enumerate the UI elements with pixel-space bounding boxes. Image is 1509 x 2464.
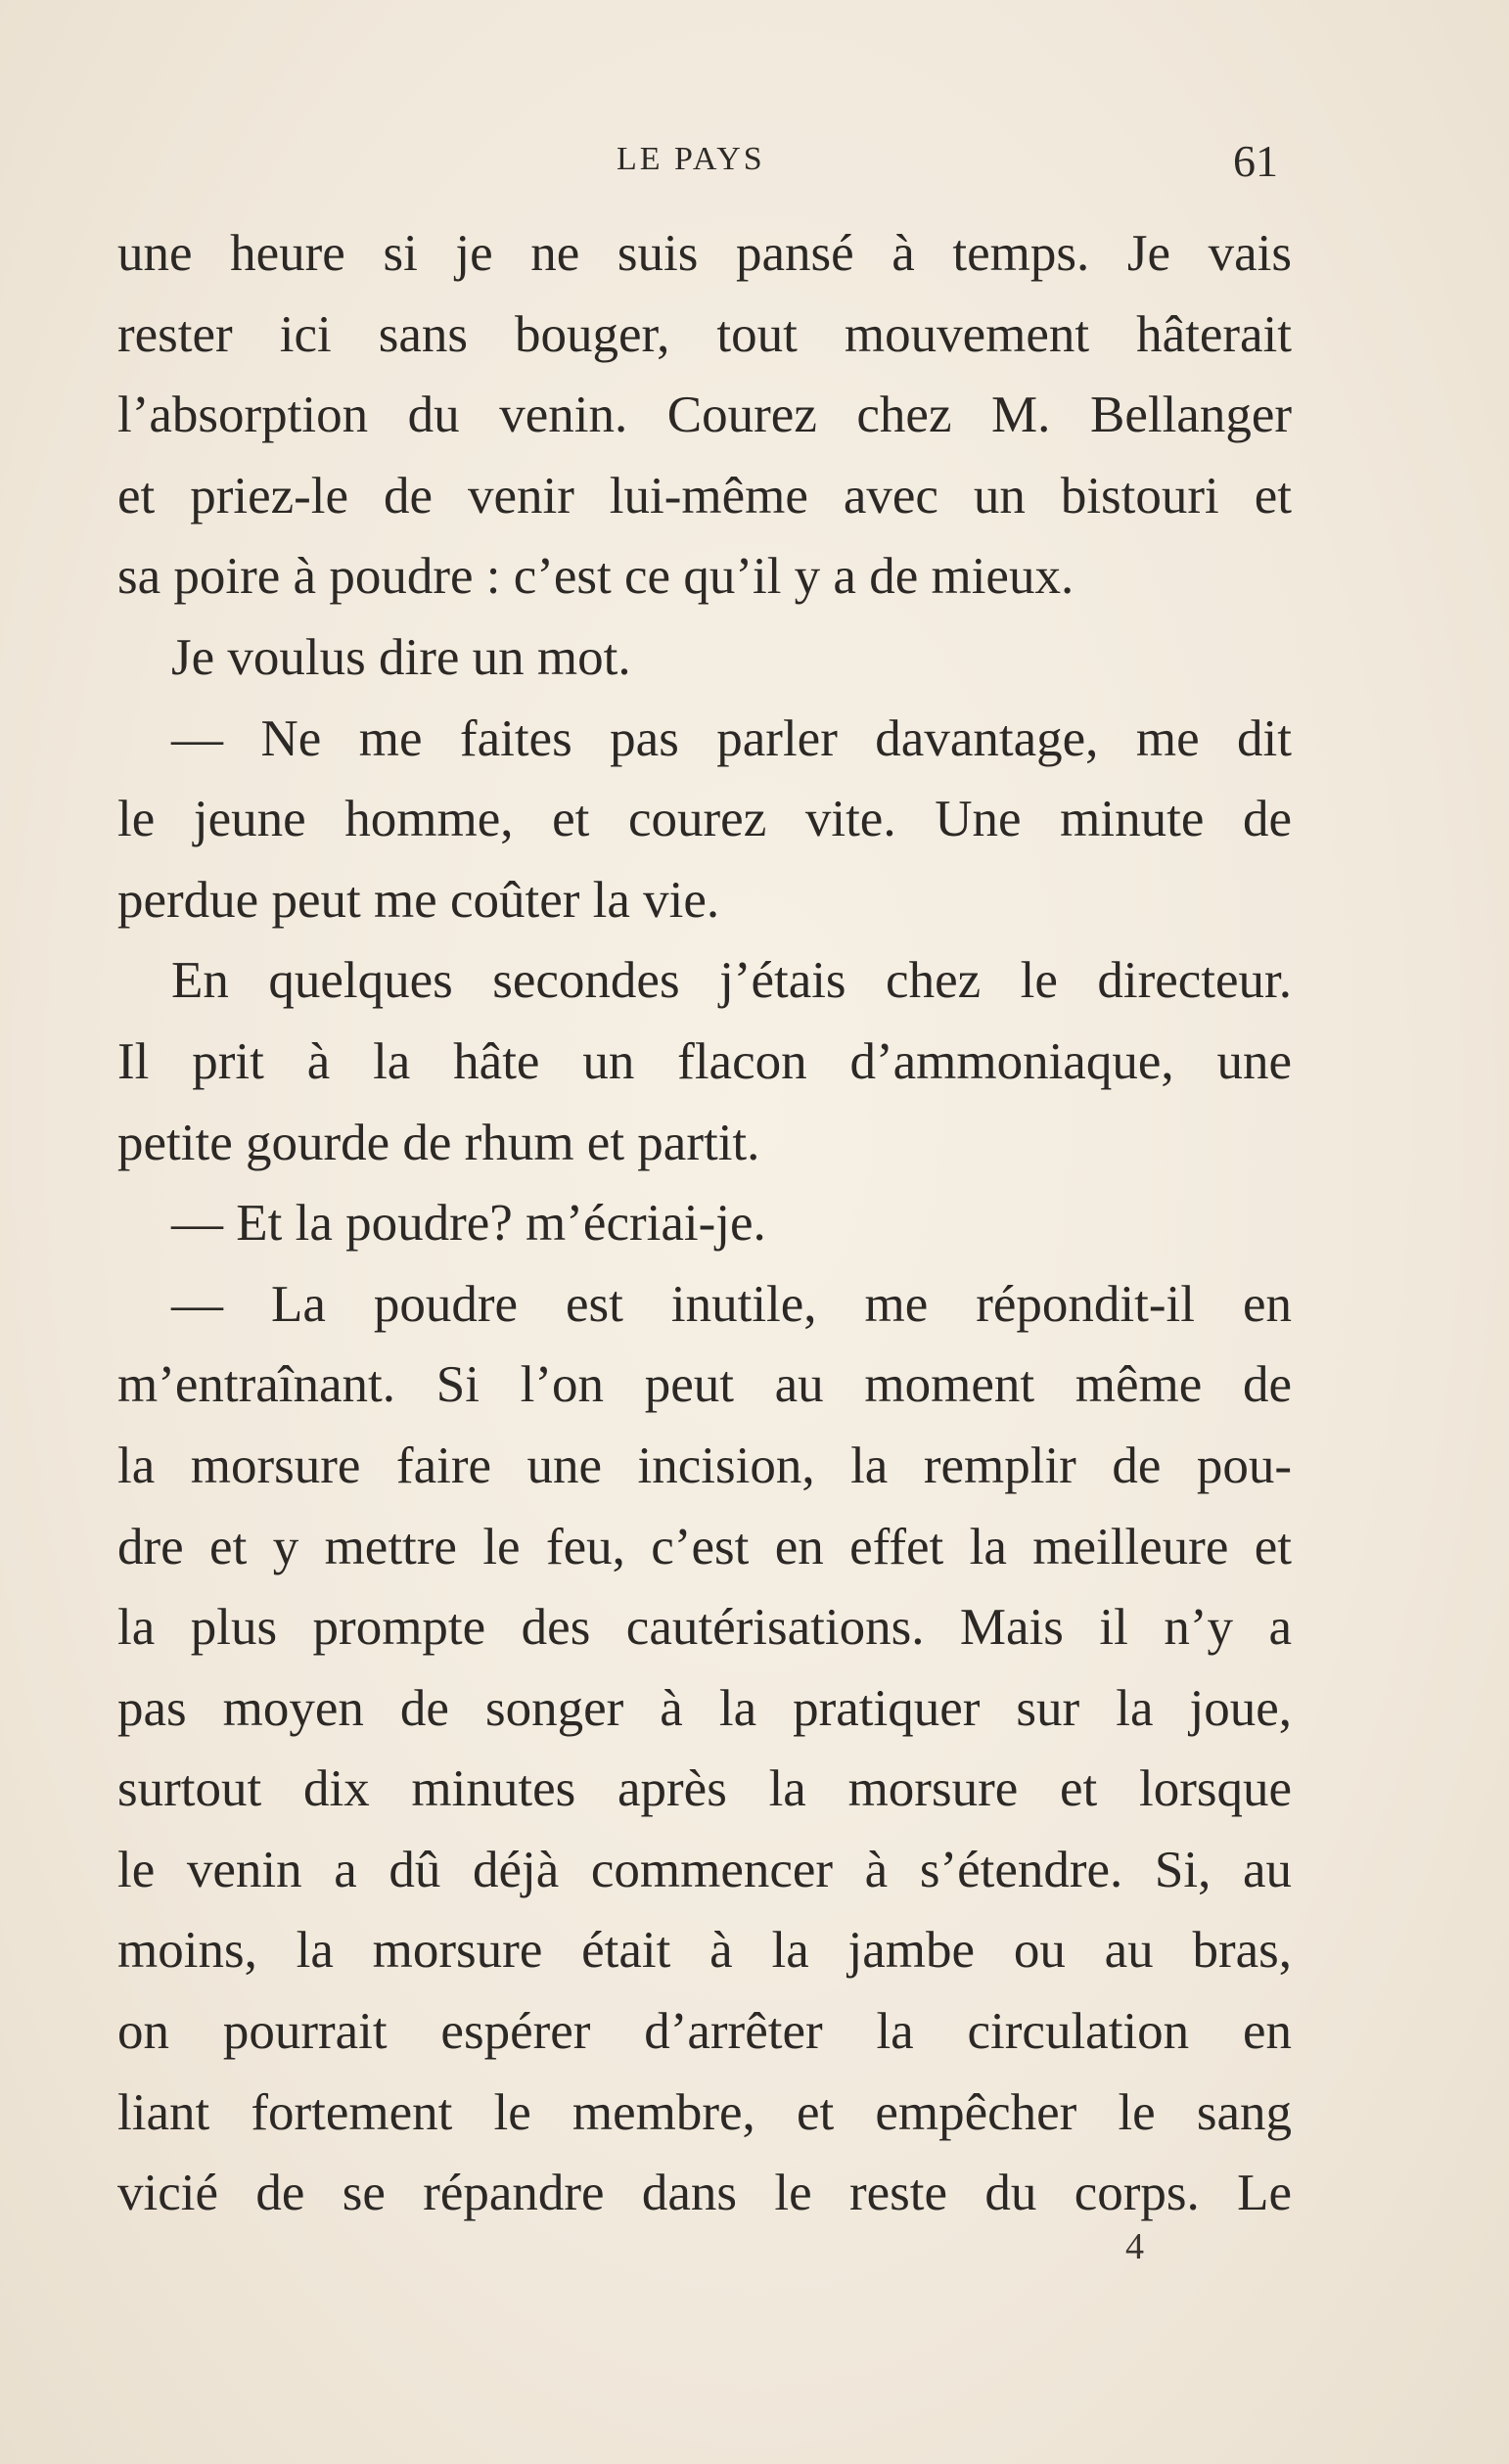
text-line: petite gourde de rhum et partit. bbox=[117, 1114, 760, 1171]
text-line: et priez-le de venir lui-même avec un bistouri et bbox=[117, 467, 1292, 525]
text-line: moins, la morsure était à la jambe ou au bras, bbox=[117, 1922, 1292, 1980]
text-line: En quelques secondes j’étais chez le directeur. bbox=[171, 952, 1292, 1010]
text-line: le venin a dû déjà commencer à s’étendre. Si, au bbox=[117, 1841, 1292, 1898]
body-text bbox=[117, 213, 1292, 2234]
text-line: la morsure faire une incision, la remplir de pou- bbox=[117, 1437, 1292, 1494]
text-line: la plus prompte des cautérisations. Mais il n’y a bbox=[117, 1599, 1292, 1657]
text-line: on pourrait espérer d’arrêter la circulation en bbox=[117, 2003, 1292, 2061]
text-line: Je voulus dire un mot. bbox=[171, 628, 631, 686]
text-line: — La poudre est inutile, me répondit-il en bbox=[171, 1275, 1292, 1333]
text-line: — Et la poudre? m’écriai-je. bbox=[171, 1195, 766, 1253]
page-number: 61 bbox=[1233, 136, 1278, 186]
text-line: perdue peut me coûter la vie. bbox=[117, 871, 720, 929]
signature-mark: 4 bbox=[1125, 2226, 1144, 2267]
text-line: — Ne me faites pas parler davantage, me dit bbox=[171, 709, 1292, 767]
running-title: LE PAYS bbox=[617, 141, 765, 177]
text-line: dre et y mettre le feu, c’est en effet la meilleure et bbox=[117, 1518, 1292, 1575]
text-line: Il prit à la hâte un flacon d’ammoniaque, une bbox=[117, 1032, 1292, 1090]
text-line: liant fortement le membre, et empêcher le sang bbox=[117, 2083, 1292, 2141]
text-line: surtout dix minutes après la morsure et lorsque bbox=[117, 1760, 1292, 1818]
text-line: vicié de se répandre dans le reste du corps. Le bbox=[117, 2165, 1292, 2222]
text-line: une heure si je ne suis pansé à temps. Je vais bbox=[117, 225, 1292, 282]
text-line: rester ici sans bouger, tout mouvement hâterait bbox=[117, 305, 1292, 363]
text-line: sa poire à poudre : c’est ce qu’il y a de mieux. bbox=[117, 548, 1075, 606]
text-line: le jeune homme, et courez vite. Une minute de bbox=[117, 791, 1292, 848]
text-line: pas moyen de songer à la pratiquer sur la joue, bbox=[117, 1679, 1292, 1737]
page-header bbox=[117, 137, 1292, 186]
text-line: l’absorption du venin. Courez chez M. Bellanger bbox=[117, 387, 1292, 444]
text-line: m’entraînant. Si l’on peut au moment même de bbox=[117, 1356, 1292, 1414]
